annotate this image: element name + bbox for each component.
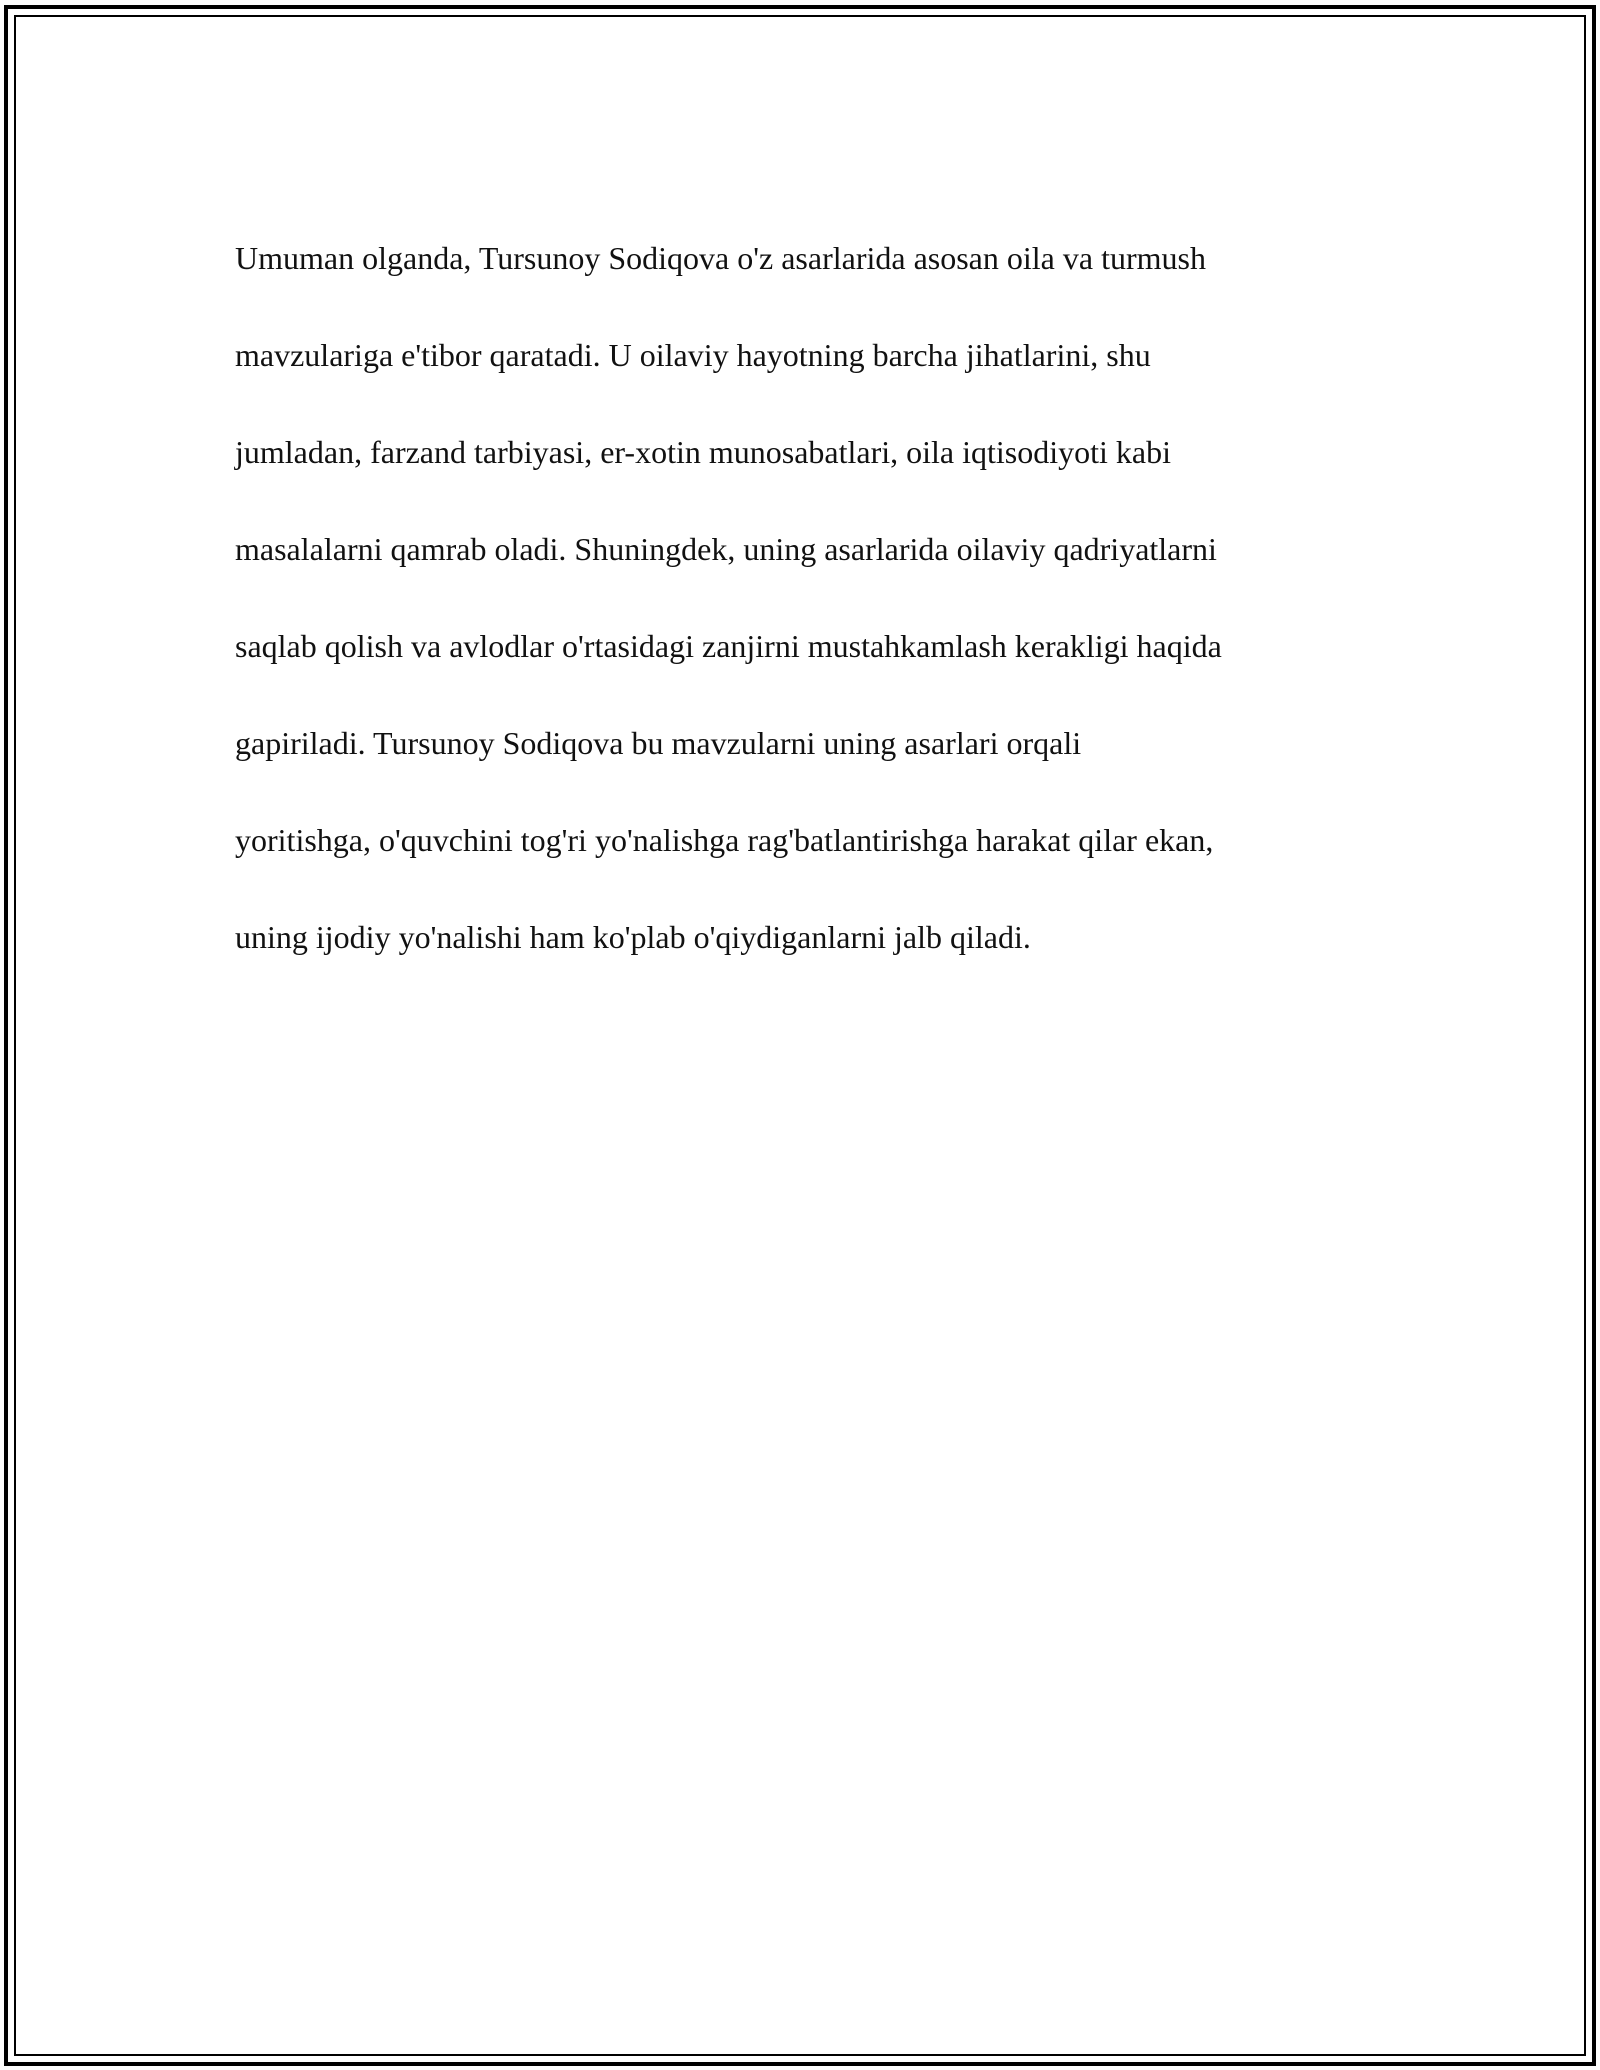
paragraph-line: saqlab qolish va avlodlar o'rtasidagi zanjirni mustahkamlash kerakligi haqida	[235, 627, 1222, 664]
paragraph-line: mavzulariga e'tibor qaratadi. U oilaviy hayotning barcha jihatlarini, shu	[235, 336, 1151, 373]
paragraph-line: Umuman olganda, Tursunoy Sodiqova o'z asarlarida asosan oila va turmush	[235, 239, 1206, 276]
paragraph-line: yoritishga, o'quvchini tog'ri yo'nalishga rag'batlantirishga harakat qilar ekan,	[235, 821, 1214, 858]
paragraph-line: masalalarni qamrab oladi. Shuningdek, uning asarlarida oilaviy qadriyatlarni	[235, 530, 1217, 567]
paragraph-line: uning ijodiy yo'nalishi ham ko'plab o'qiydiganlarni jalb qiladi.	[235, 918, 1031, 955]
document-paragraph	[235, 185, 1385, 1010]
paragraph-line: jumladan, farzand tarbiyasi, er-xotin munosabatlari, oila iqtisodiyoti kabi	[235, 433, 1171, 470]
paragraph-line: gapiriladi. Tursunoy Sodiqova bu mavzularni uning asarlari orqali	[235, 724, 1082, 761]
